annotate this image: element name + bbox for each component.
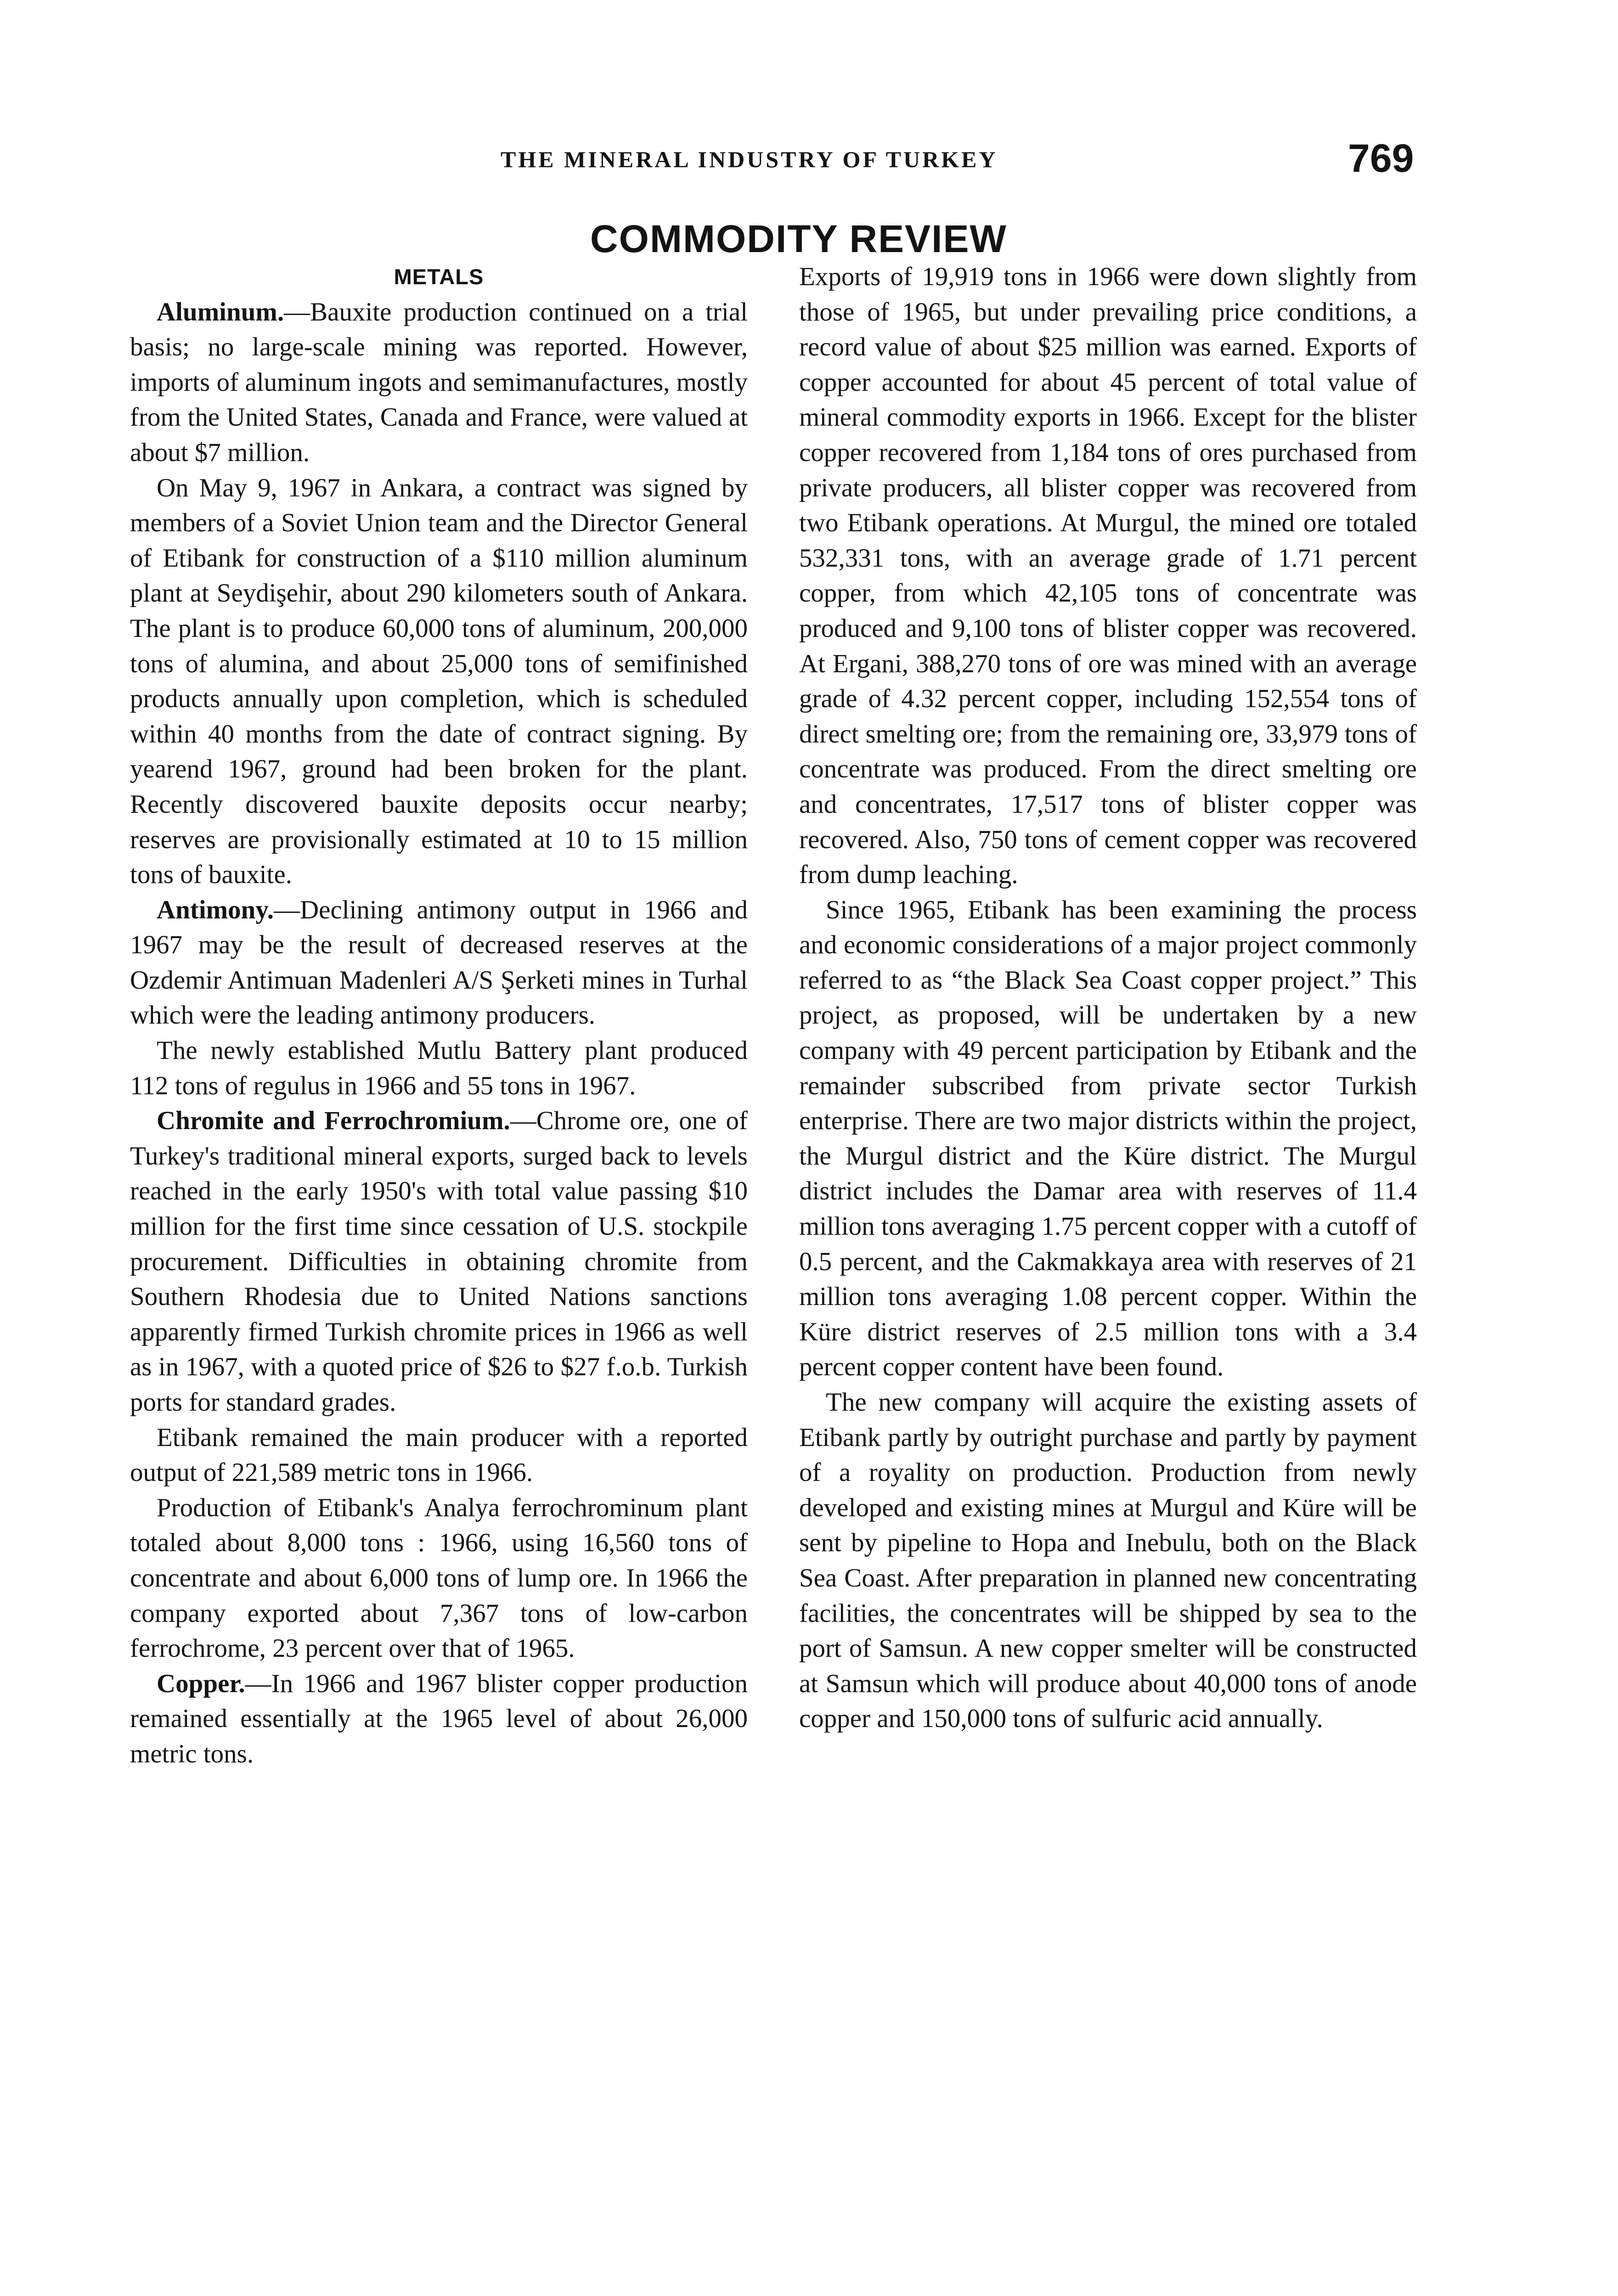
- chromite-text: —Chrome ore, one of Turkey's traditional mineral exports, surged back to levels reached in the early 1950's with total value passing $10 million for the first time since cessation of U.S. stockpile procurement. Difficulties in obtaining chromite from Southern Rhodesia due to United Nations sanctions apparently firmed Turkish chromite prices in 1966 as well as in 1967, with a quoted price of $26 to $27 f.o.b. Turkish ports for standard grades.: [130, 1106, 748, 1417]
- chromite-lead: Chromite and Ferrochromium.: [157, 1106, 510, 1136]
- chromite-paragraph-3: Production of Etibank's Analya ferrochrominum plant totaled about 8,000 tons : 1966, using 16,560 tons of concentrate and about 6,000 tons of lump ore. In 1966 the company exported about 7,367 tons of low-carbon ferrochrome, 23 percent over that of 1965.: [130, 1493, 748, 1663]
- aluminum-text: —Bauxite production continued on a trial basis; no large-scale mining was reported. However, imports of aluminum ingots and semimanufactures, mostly from the United States, Canada and France, were valued at about $7 million.: [130, 297, 748, 467]
- antimony-lead: Antimony.: [157, 895, 274, 924]
- chromite-paragraph: [130, 1103, 748, 1420]
- left-column: [130, 259, 748, 1772]
- copper-lead: Copper.: [157, 1669, 245, 1698]
- copper-paragraph: [130, 1666, 748, 1772]
- page-number: 769: [1348, 136, 1414, 180]
- chromite-paragraph-2: Etibank remained the main producer with a reported output of 221,589 metric tons in 1966.: [130, 1423, 748, 1487]
- copper-text: —In 1966 and 1967 blister copper production remained essentially at the 1965 level of about 26,000 metric tons.: [130, 1669, 748, 1768]
- running-head: THE MINERAL INDUSTRY OF TURKEY: [501, 146, 998, 172]
- section-title: COMMODITY REVIEW: [590, 217, 1007, 260]
- right-column: [799, 259, 1417, 1737]
- aluminum-lead: Aluminum.: [157, 297, 284, 326]
- aluminum-paragraph-2: On May 9, 1967 in Ankara, a contract was signed by members of a Soviet Union team and the Director General of Etibank for construction of a $110 million aluminum plant at Seydişehir, about 290 kilometers south of Ankara. The plant is to produce 60,000 tons of aluminum, 200,000 tons of alumina, and about 25,000 tons of semifinished products annually upon completion, which is scheduled within 40 months from the date of contract signing. By yearend 1967, ground had been broken for the plant. Recently discovered bauxite deposits occur nearby; reserves are provisionally estimated at 10 to 15 million tons of bauxite.: [130, 473, 748, 889]
- copper-paragraph-2: Since 1965, Etibank has been examining the process and economic considerations of a major project commonly referred to as “the Black Sea Coast copper project.” This project, as proposed, will be undertaken by a new company with 49 percent participation by Etibank and the remainder subscribed from private sector Turkish enterprise. There are two major districts within the project, the Murgul district and the Küre district. The Murgul district includes the Damar area with reserves of 11.4 million tons averaging 1.75 percent copper with a cutoff of 0.5 percent, and the Cakmakkaya area with reserves of 21 million tons averaging 1.08 percent copper. Within the Küre district reserves of 2.5 million tons with a 3.4 percent copper content have been found.: [799, 895, 1417, 1382]
- antimony-paragraph-2: The newly established Mutlu Battery plant produced 112 tons of regulus in 1966 and 55 tons in 1967.: [130, 1036, 748, 1100]
- antimony-paragraph: [130, 893, 748, 1033]
- metals-subhead: METALS: [394, 264, 484, 289]
- antimony-text: —Declining antimony output in 1966 and 1967 may be the result of decreased reserves at the Ozdemir Antimuan Madenleri A/S Şerketi mines in Turhal which were the leading antimony producers.: [130, 895, 748, 1030]
- aluminum-paragraph: [130, 295, 748, 471]
- copper-continued-paragraph: Exports of 19,919 tons in 1966 were down slightly from those of 1965, but under prevailing price conditions, a record value of about $25 million was earned. Exports of copper accounted for about 45 percent of total value of mineral commodity exports in 1966. Except for the blister copper recovered from 1,184 tons of ores purchased from private producers, all blister copper was recovered from two Etibank operations. At Murgul, the mined ore totaled 532,331 tons, with an average grade of 1.71 percent copper, from which 42,105 tons of concentrate was produced and 9,100 tons of blister copper was recovered. At Ergani, 388,270 tons of ore was mined with an average grade of 4.32 percent copper, including 152,554 tons of direct smelting ore; from the remaining ore, 33,979 tons of concentrate was produced. From the direct smelting ore and concentrates, 17,517 tons of blister copper was recovered. Also, 750 tons of cement copper was recovered from dump leaching.: [799, 262, 1417, 889]
- copper-paragraph-3: The new company will acquire the existing assets of Etibank partly by outright purchase and partly by payment of a royality on production. Production from newly developed and existing mines at Murgul and Küre will be sent by pipeline to Hopa and Inebulu, both on the Black Sea Coast. After preparation in planned new concentrating facilities, the concentrates will be shipped by sea to the port of Samsun. A new copper smelter will be constructed at Samsun which will produce about 40,000 tons of anode copper and 150,000 tons of sulfuric acid annually.: [799, 1388, 1417, 1733]
